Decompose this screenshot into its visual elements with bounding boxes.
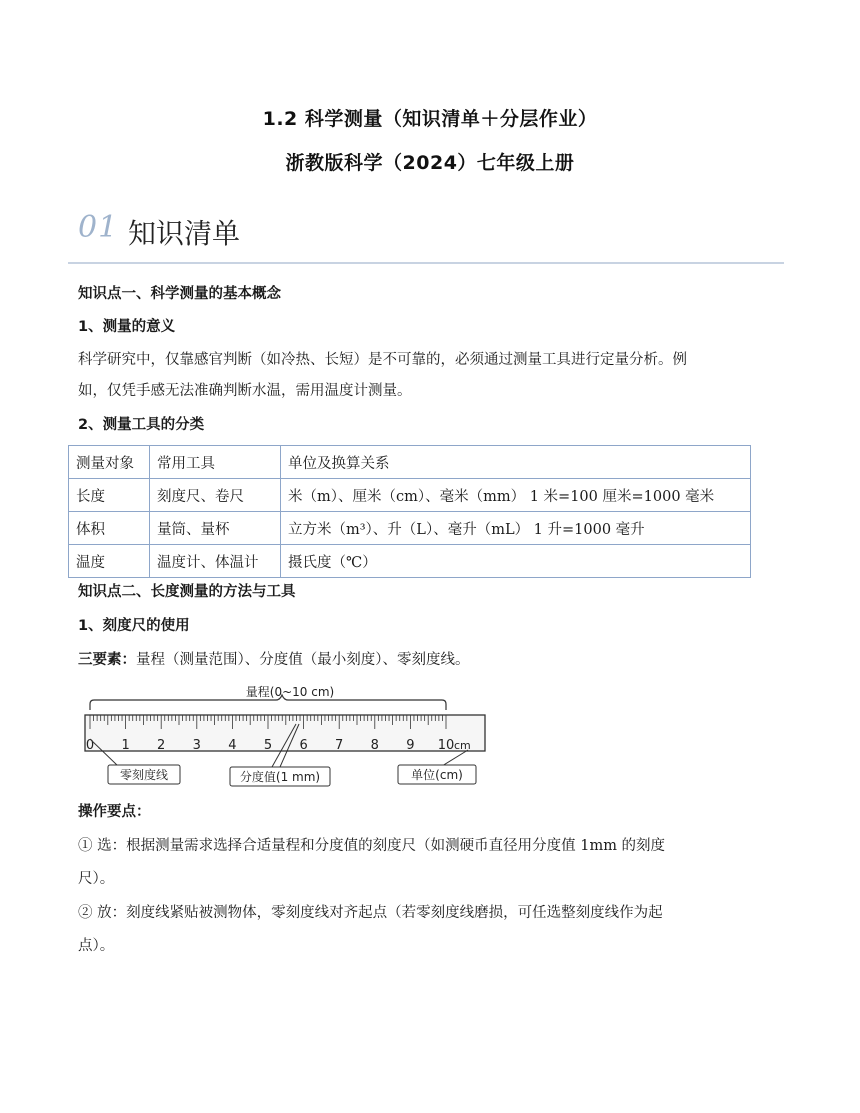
kp1-paragraph-line2: 如，仅凭手感无法准确判断水温，需用温度计测量。 (78, 383, 412, 399)
table-cell: 量筒、量杯 (150, 512, 281, 545)
kp1-paragraph-line1: 科学研究中，仅靠感官判断（如冷热、长短）是不可靠的，必须通过测量工具进行定量分析。例 (78, 352, 687, 368)
ruler-number: 3 (192, 738, 201, 753)
table-cell: 体积 (69, 512, 150, 545)
table-cell: 温度 (69, 545, 150, 578)
op1-line1: ① 选：根据测量需求选择合适量程和分度值的刻度尺（如测硬币直径用分度值 1mm 的刻度 (78, 838, 666, 854)
kp2-heading: 知识点二、长度测量的方法与工具 (78, 584, 296, 600)
ruler-number: 10 (437, 738, 455, 753)
callout-division-label: 分度值(1 mm) (239, 770, 321, 784)
table-header-cell: 单位及换算关系 (281, 446, 751, 479)
section-title: 知识清单 (128, 217, 241, 250)
three-elements-text: 量程（测量范围）、分度值（最小刻度）、零刻度线。 (136, 652, 470, 668)
kp1-sub2: 2、测量工具的分类 (78, 417, 205, 433)
callout-zero-label: 零刻度线 (119, 768, 169, 782)
ruler-number: 4 (228, 738, 237, 753)
page-title: 1.2 科学测量（知识清单＋分层作业） (262, 108, 598, 130)
ruler-figure (80, 683, 490, 788)
ruler-number: 0 (85, 738, 95, 753)
kp1-sub1: 1、测量的意义 (78, 319, 176, 335)
table-header-cell: 常用工具 (150, 446, 281, 479)
kp2-sub1: 1、刻度尺的使用 (78, 618, 190, 634)
table-row (69, 479, 751, 512)
table-cell: 立方米（m³）、升（L）、毫升（mL） 1 升=1000 毫升 (281, 512, 751, 545)
callout-unit-label: 单位(cm) (411, 768, 463, 782)
kp1-heading: 知识点一、科学测量的基本概念 (78, 286, 281, 302)
table-cell: 米（m）、厘米（cm）、毫米（mm） 1 米=100 厘米=1000 毫米 (281, 479, 751, 512)
table-header-cell: 测量对象 (69, 446, 150, 479)
table-header-row (69, 446, 751, 479)
op2-line2: 点）。 (78, 938, 115, 954)
ruler-number: 9 (406, 738, 415, 753)
three-elements-label: 三要素： (78, 652, 136, 668)
ruler-number: 1 (121, 738, 130, 753)
range-label: 量程(0~10 cm) (245, 685, 335, 699)
section-number: 01 (78, 210, 119, 245)
three-elements-line (78, 650, 788, 670)
ruler-unit: cm (454, 739, 471, 752)
table-cell: 长度 (69, 479, 150, 512)
units-table (68, 445, 751, 578)
table-cell: 温度计、体温计 (150, 545, 281, 578)
ruler-number: 8 (370, 738, 379, 753)
section-divider (68, 262, 784, 264)
op2-line1: ② 放：刻度线紧贴被测物体，零刻度线对齐起点（若零刻度线磨损，可任选整刻度线作为起 (78, 905, 663, 921)
op1-line2: 尺）。 (78, 871, 115, 887)
ruler-number: 7 (335, 738, 344, 753)
ops-heading: 操作要点： (78, 804, 151, 820)
table-row (69, 512, 751, 545)
page-subtitle: 浙教版科学（2024）七年级上册 (285, 152, 575, 174)
ruler-number: 5 (263, 738, 273, 753)
table-cell: 摄氏度（℃） (281, 545, 751, 578)
table-cell: 刻度尺、卷尺 (150, 479, 281, 512)
ruler-number: 6 (299, 738, 308, 753)
table-row (69, 545, 751, 578)
ruler-number: 2 (157, 738, 166, 753)
